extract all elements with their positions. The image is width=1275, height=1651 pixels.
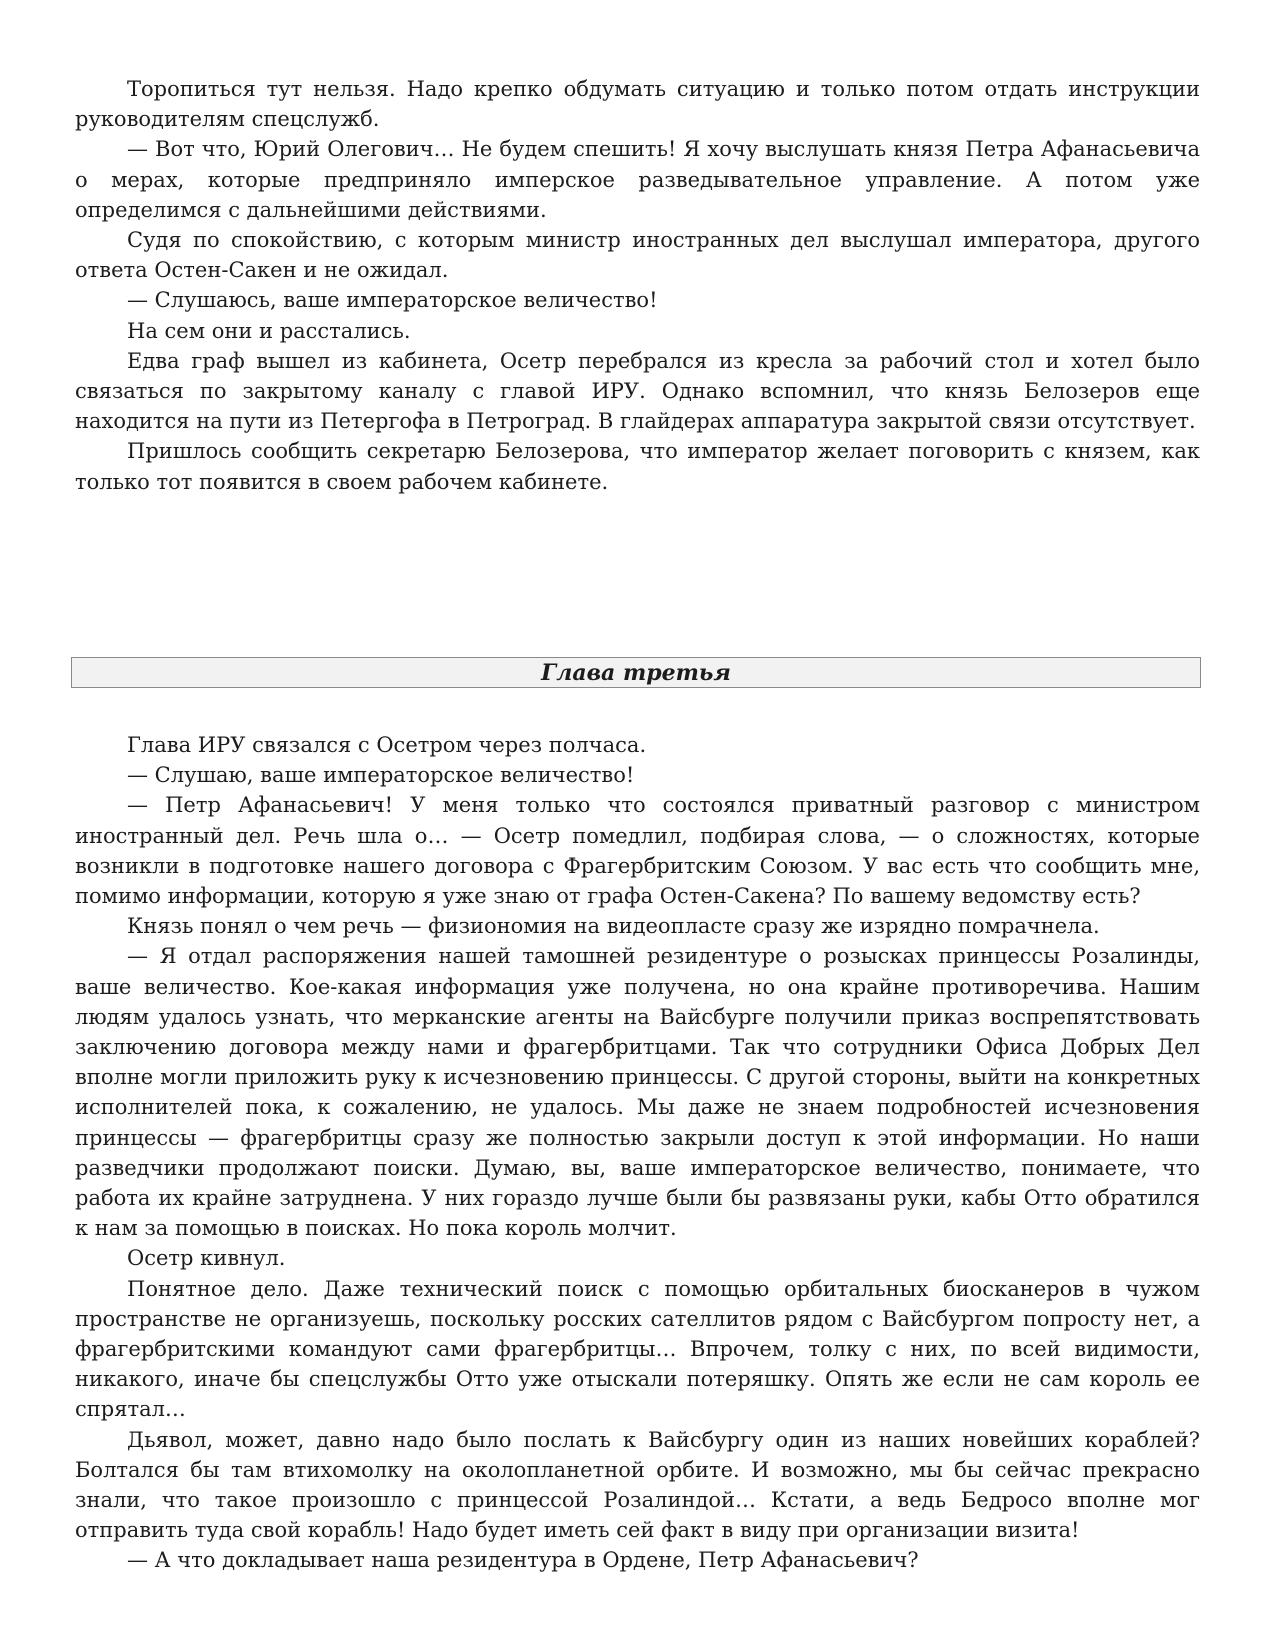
text-section-chapter-three — [75, 730, 1200, 1576]
paragraph: Пришлось сообщить секретарю Белозерова, что император желает поговорить с князем, как только тот появится в своем рабочем кабинете. — [75, 439, 1200, 494]
paragraph: — Слушаю, ваше императорское величество! — [127, 763, 635, 788]
paragraph: Глава ИРУ связался с Осетром через полчаса. — [127, 733, 647, 757]
paragraph: Торопиться тут нельзя. Надо крепко обдумать ситуацию и только потом отдать инструкции руководителям спецслужб. — [75, 77, 1200, 132]
paragraph: — Я отдал распоряжения нашей тамошней резидентуре о розысках принцессы Розалинды, ваше величество. Кое-какая информация уже получена, но она крайне противоречива. Нашим людям удалось узнать, что мерканские агенты на Вайсбурге получили приказ воспрепятствовать заключению договора между нами и фрагербритцами. Так что сотрудники Офиса Добрых Дел вполне могли приложить руку к исчезновению принцессы. С другой стороны, выйти на конкретных исполнителей пока, к сожалению, не удалось. Мы даже не знаем подробностей исчезновения принцессы — фрагербритцы сразу же полностью закрыли доступ к этой информации. Но наши разведчики продолжают поиски. Думаю, вы, ваше императорское величество, понимаете, что работа их крайне затруднена. У них гораздо лучше были бы развязаны руки, кабы Отто обратился к нам за помощью в поисках. Но пока король молчит. — [75, 944, 1200, 1241]
chapter-title: Глава третья — [541, 659, 731, 686]
paragraph: — Слушаюсь, ваше императорское величество! — [127, 288, 658, 313]
paragraph: Дьявол, может, давно надо было послать к Вайсбургу один из наших новейших кораблей? Болтался бы там втихомолку на околопланетной орбите. И возможно, мы бы сейчас прекрасно знали, что такое произошло с принцессой Розалиндой… Кстати, а ведь Бедросо вполне мог отправить туда свой корабль! Надо будет иметь сей факт в виду при организации визита! — [75, 1427, 1200, 1543]
paragraph: На сем они и расстались. — [127, 318, 411, 343]
paragraph: — Петр Афанасьевич! У меня только что состоялся приватный разговор с министром иностранный дел. Речь шла о… — Осетр помедлил, подбирая слова, — о сложностях, которые возникли в подготовке нашего договора с Фрагербритским Союзом. У вас есть что сообщить мне, помимо информации, которую я уже знаю от графа Остен-Сакена? По вашему ведомству есть? — [75, 793, 1200, 909]
paragraph: Едва граф вышел из кабинета, Осетр перебрался из кресла за рабочий стол и хотел было связаться по закрытому каналу с главой ИРУ. Однако вспомнил, что князь Белозеров еще находится на пути из Петергофа в Петроград. В глайдерах аппаратура закрытой связи отсутствует. — [75, 348, 1200, 434]
paragraph: Понятное дело. Даже технический поиск с помощью орбитальных биосканеров в чужом пространстве не организуешь, поскольку росских сателлитов рядом с Вайсбургом попросту нет, а фрагербритскими командуют сами фрагербритцы… Впрочем, толку с них, по всей видимости, никакого, иначе бы спецслужбы Отто уже отыскали потеряшку. Опять же если не сам король ее спрятал… — [75, 1276, 1200, 1422]
chapter-heading-box — [71, 657, 1201, 688]
paragraph: Судя по спокойствию, с которым министр иностранных дел выслушал императора, другого ответа Остен-Сакен и не ожидал. — [75, 228, 1200, 283]
paragraph: — Вот что, Юрий Олегович… Не будем спешить! Я хочу выслушать князя Петра Афанасьевича о мерах, которые предприняло имперское разведывательное управление. А потом уже определимся с дальнейшими действиями. — [75, 137, 1200, 222]
paragraph: Князь понял о чем речь — физиономия на видеопласте сразу же изрядно помрачнела. — [127, 914, 1100, 939]
text-section-before-chapter — [75, 74, 1200, 497]
paragraph: — А что докладывает наша резидентура в Ордене, Петр Афанасьевич? — [127, 1548, 919, 1573]
paragraph: Осетр кивнул. — [127, 1246, 286, 1271]
